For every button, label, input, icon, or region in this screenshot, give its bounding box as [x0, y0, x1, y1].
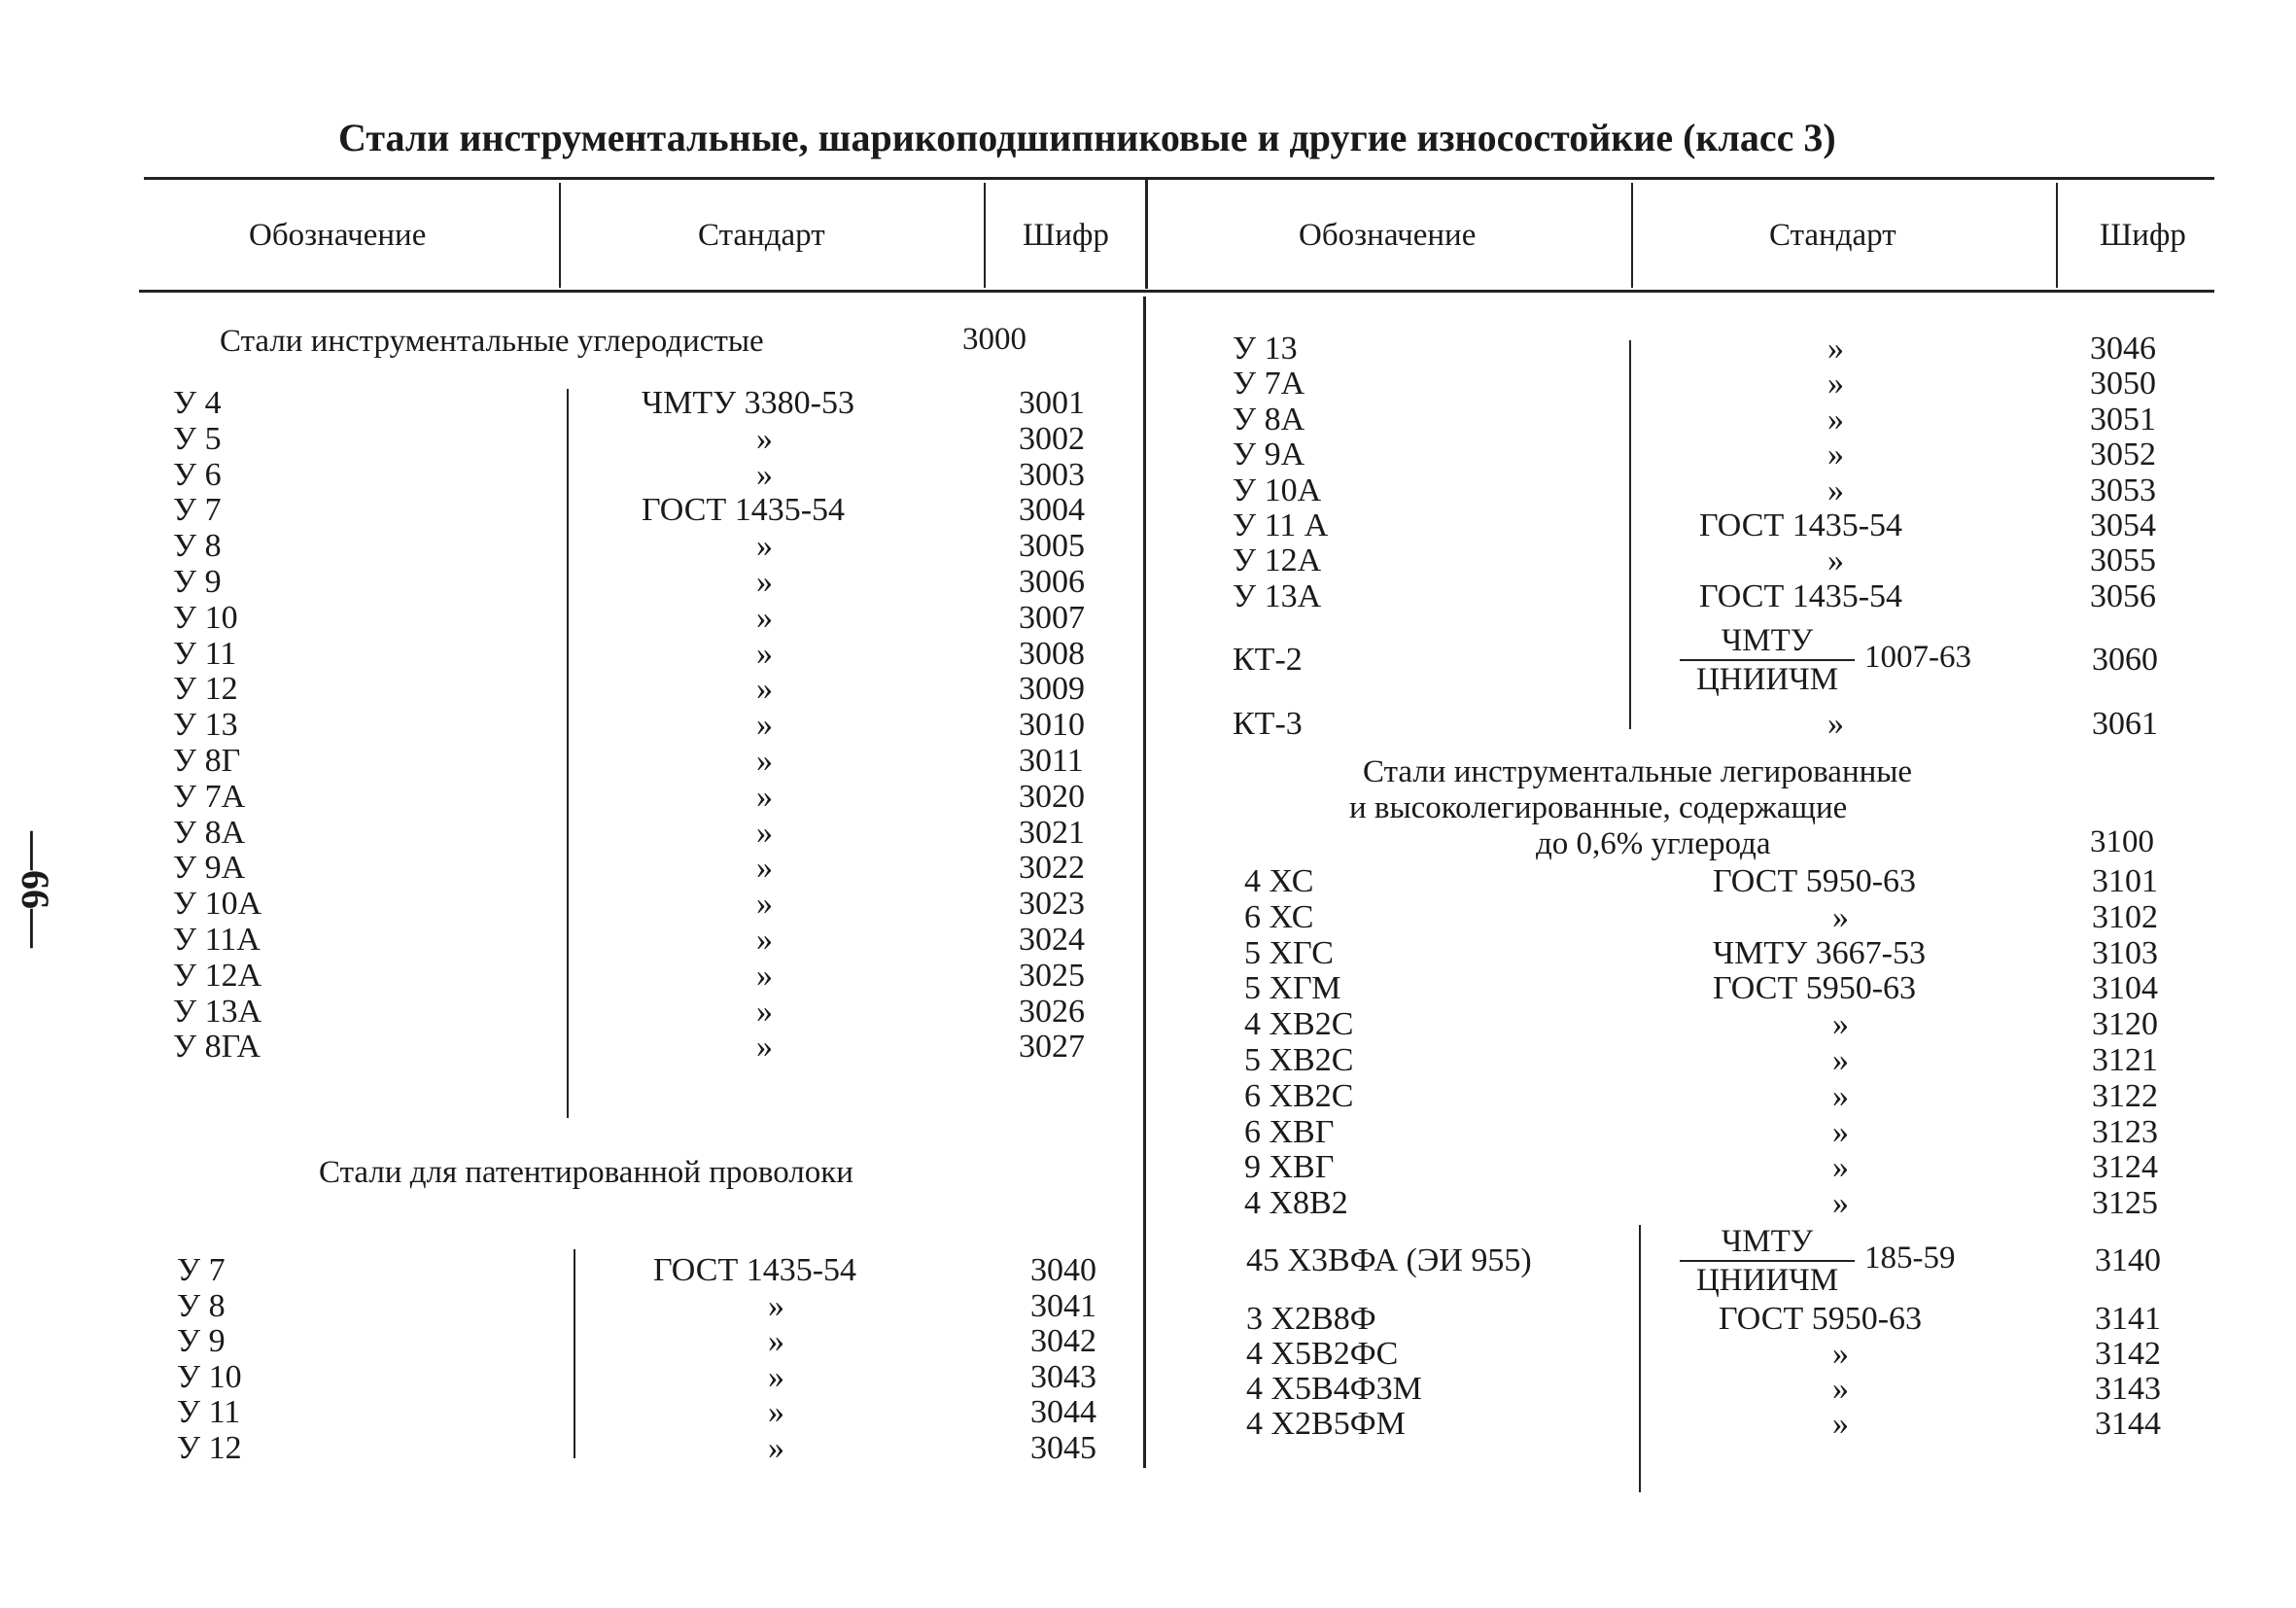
designation-cell: 4 Х5В4Ф3М: [1246, 1371, 1422, 1407]
code-cell: 3061: [2092, 706, 2158, 742]
standard-cell: »: [768, 1358, 784, 1395]
designation-cell: 6 ХВ2С: [1244, 1077, 1354, 1114]
designation-cell: 4 Х5В2ФС: [1246, 1336, 1399, 1372]
fraction-denominator: ЦНИИЧМ: [1695, 662, 1839, 697]
standard-cell: ГОСТ 1435-54: [642, 492, 846, 529]
fraction-numerator: ЧМТУ: [1721, 1224, 1814, 1259]
standard-cell: »: [756, 671, 773, 708]
standard-cell: ЧМТУ 3667-53: [1713, 934, 1926, 971]
code-cell: 3125: [2092, 1185, 2158, 1222]
standard-fraction: [1680, 622, 1855, 698]
table-row: [0, 507, 2296, 543]
code-cell: 3060: [2092, 642, 2158, 678]
standard-cell: »: [756, 564, 773, 600]
table-row: [0, 935, 2296, 971]
standard-cell: »: [756, 420, 773, 457]
designation-cell: 4 ХВ2С: [1244, 1006, 1354, 1043]
section-title-line: Стали инструментальные легированные: [1363, 754, 1913, 789]
code-cell: 3054: [2090, 507, 2156, 543]
designation-cell: У 7А: [173, 778, 246, 815]
designation-cell: У 8ГА: [173, 1029, 261, 1066]
table-row: [0, 472, 2296, 508]
designation-cell: У 8Г: [173, 743, 241, 779]
col-header-designation: Обозначение: [249, 218, 427, 253]
standard-cell: »: [1827, 437, 1844, 473]
divider: [984, 183, 986, 288]
code-cell: 3025: [1019, 957, 1085, 994]
code-cell: 3122: [2092, 1077, 2158, 1114]
standard-cell: »: [1832, 898, 1849, 935]
divider: [1145, 180, 1148, 289]
code-cell: 3144: [2095, 1406, 2161, 1442]
designation-cell: У 9: [173, 564, 222, 600]
code-cell: 3050: [2090, 366, 2156, 402]
designation-cell: 4 ХС: [1244, 863, 1314, 899]
header-top-rule: [144, 177, 2214, 180]
standard-cell: ГОСТ 1435-54: [1699, 507, 1903, 543]
code-cell: 3123: [2092, 1113, 2158, 1150]
standard-cell: »: [756, 957, 773, 994]
designation-cell: У 12: [173, 671, 238, 708]
standard-cell: ГОСТ 1435-54: [1699, 577, 1903, 614]
code-cell: 3023: [1019, 886, 1085, 923]
table-row: [0, 970, 2296, 1006]
standard-fraction: [1680, 1223, 1855, 1299]
header-bottom-rule: [139, 290, 2214, 293]
divider: [559, 183, 561, 288]
code-cell: 3051: [2090, 401, 2156, 437]
table-row: [0, 1301, 2296, 1337]
standard-cell: »: [1832, 1336, 1849, 1372]
table-row: [0, 578, 2296, 614]
designation-cell: У 13А: [1233, 577, 1322, 614]
code-cell: 3103: [2092, 934, 2158, 971]
standard-cell: »: [756, 456, 773, 493]
designation-cell: 3 Х2В8Ф: [1246, 1301, 1376, 1337]
code-cell: 3121: [2092, 1042, 2158, 1078]
section-title-line: и высоколегированные, содержащие: [1349, 790, 1848, 825]
code-cell: 3120: [2092, 1006, 2158, 1043]
col-header-code: Шифр: [1023, 218, 1109, 253]
designation-cell: У 7: [177, 1252, 226, 1288]
code-cell: 3045: [1030, 1429, 1096, 1466]
code-cell: 3042: [1030, 1323, 1096, 1359]
table-row: [0, 743, 2296, 779]
standard-cell: »: [1827, 542, 1844, 579]
designation-cell: У 7: [173, 492, 222, 529]
designation-cell: КТ-2: [1233, 642, 1303, 678]
designation-cell: У 8: [177, 1287, 226, 1324]
standard-cell: »: [1832, 1149, 1849, 1186]
table-row: [0, 779, 2296, 815]
page-title: Стали инструментальные, шарикоподшипниковые и другие износостойкие (класс 3): [338, 116, 1836, 159]
code-cell: 3052: [2090, 437, 2156, 473]
code-cell: 3021: [1019, 814, 1085, 851]
designation-cell: 9 ХВГ: [1244, 1149, 1335, 1186]
designation-cell: У 6: [173, 456, 222, 493]
code-cell: 3020: [1019, 778, 1085, 815]
code-cell: 3005: [1019, 528, 1085, 565]
code-cell: 3044: [1030, 1394, 1096, 1430]
designation-cell: 45 Х3ВФА (ЭИ 955): [1246, 1242, 1532, 1278]
code-cell: 3056: [2090, 577, 2156, 614]
standard-cell: »: [756, 922, 773, 958]
table-row: [0, 1042, 2296, 1078]
section-title: Стали инструментальные углеродистые: [220, 324, 764, 359]
standard-cell: »: [768, 1429, 784, 1466]
designation-cell: 5 ХГМ: [1244, 970, 1341, 1007]
designation-cell: У 10А: [1233, 472, 1322, 508]
standard-suffix: 185-59: [1864, 1241, 1956, 1276]
standard-cell: »: [1827, 401, 1844, 437]
fraction-denominator: ЦНИИЧМ: [1695, 1263, 1839, 1298]
designation-cell: У 8А: [1233, 401, 1305, 437]
divider: [1631, 183, 1633, 288]
standard-cell: ГОСТ 5950-63: [1713, 863, 1917, 899]
page-number: —66—: [14, 831, 57, 948]
standard-cell: »: [1832, 1406, 1849, 1442]
code-cell: 3003: [1019, 456, 1085, 493]
designation-cell: 5 ХВ2С: [1244, 1042, 1354, 1078]
code-cell: 3024: [1019, 922, 1085, 958]
standard-cell: »: [756, 814, 773, 851]
standard-cell: »: [1832, 1077, 1849, 1114]
code-cell: 3041: [1030, 1287, 1096, 1324]
code-cell: 3142: [2095, 1336, 2161, 1372]
code-cell: 3104: [2092, 970, 2158, 1007]
designation-cell: У 12А: [173, 957, 262, 994]
table-row: [0, 542, 2296, 578]
designation-cell: У 9А: [1233, 437, 1305, 473]
code-cell: 3002: [1019, 420, 1085, 457]
designation-cell: 4 Х8В2: [1244, 1185, 1348, 1222]
code-cell: 3141: [2095, 1301, 2161, 1337]
code-cell: 3006: [1019, 564, 1085, 600]
standard-cell: »: [756, 1029, 773, 1066]
standard-suffix: 1007-63: [1864, 640, 1971, 675]
standard-cell: »: [1827, 331, 1844, 367]
standard-cell: »: [1827, 472, 1844, 508]
code-cell: 3040: [1030, 1252, 1096, 1288]
code-cell: 3055: [2090, 542, 2156, 579]
standard-cell: »: [756, 743, 773, 779]
standard-cell: »: [1827, 706, 1844, 742]
designation-cell: У 11 А: [1233, 507, 1329, 543]
fraction-numerator: ЧМТУ: [1721, 623, 1814, 658]
designation-cell: 6 ХС: [1244, 898, 1314, 935]
table-row: [0, 402, 2296, 437]
designation-cell: У 10А: [173, 886, 262, 923]
standard-cell: »: [1832, 1185, 1849, 1222]
code-cell: 3009: [1019, 671, 1085, 708]
designation-cell: У 8: [173, 528, 222, 565]
col-header-standard: Стандарт: [1769, 218, 1896, 253]
designation-cell: У 11А: [173, 922, 261, 958]
standard-cell: »: [1827, 366, 1844, 402]
designation-cell: У 13: [1233, 331, 1298, 367]
designation-cell: У 11: [177, 1394, 241, 1430]
standard-cell: ГОСТ 1435-54: [653, 1252, 857, 1288]
designation-cell: У 9: [177, 1323, 226, 1359]
section-code: 3100: [2090, 824, 2154, 859]
table-row: [0, 437, 2296, 472]
standard-cell: ГОСТ 5950-63: [1713, 970, 1917, 1007]
designation-cell: У 10: [177, 1358, 242, 1395]
code-cell: 3046: [2090, 331, 2156, 367]
standard-cell: »: [1832, 1113, 1849, 1150]
code-cell: 3101: [2092, 863, 2158, 899]
designation-cell: У 13: [173, 707, 238, 744]
designation-cell: У 10: [173, 599, 238, 636]
designation-cell: У 12: [177, 1429, 242, 1466]
standard-cell: »: [756, 993, 773, 1030]
table-row: [0, 1371, 2296, 1407]
col-header-standard: Стандарт: [698, 218, 825, 253]
table-row: [0, 366, 2296, 402]
standard-cell: »: [756, 528, 773, 565]
standard-cell: »: [768, 1323, 784, 1359]
divider: [2056, 183, 2058, 288]
table-row: [0, 815, 2296, 851]
code-cell: 3043: [1030, 1358, 1096, 1395]
standard-cell: »: [756, 635, 773, 672]
standard-cell: ЧМТУ 3380-53: [642, 385, 854, 421]
table-row: [0, 1406, 2296, 1442]
table-row: [0, 1114, 2296, 1150]
code-cell: 3140: [2095, 1242, 2161, 1278]
code-cell: 3008: [1019, 635, 1085, 672]
designation-cell: У 4: [173, 385, 222, 421]
standard-cell: »: [756, 707, 773, 744]
designation-cell: КТ-3: [1233, 706, 1303, 742]
standard-cell: »: [756, 886, 773, 923]
col-header-code: Шифр: [2100, 218, 2186, 253]
standard-cell: »: [756, 778, 773, 815]
standard-cell: »: [1832, 1042, 1849, 1078]
section-code: 3000: [962, 322, 1026, 357]
designation-cell: У 9А: [173, 850, 246, 887]
code-cell: 3124: [2092, 1149, 2158, 1186]
code-cell: 3011: [1019, 743, 1084, 779]
designation-cell: У 13А: [173, 993, 262, 1030]
designation-cell: 5 ХГС: [1244, 934, 1334, 971]
section-title: Стали для патентированной проволоки: [319, 1155, 853, 1190]
code-cell: 3143: [2095, 1371, 2161, 1407]
table-row: [0, 331, 2296, 367]
designation-cell: У 11: [173, 635, 237, 672]
table-row: [0, 706, 2296, 742]
table-row: [0, 899, 2296, 935]
code-cell: 3010: [1019, 707, 1085, 744]
designation-cell: У 5: [173, 420, 222, 457]
table-row: [0, 863, 2296, 899]
table-row: [0, 1149, 2296, 1185]
designation-cell: У 12А: [1233, 542, 1322, 579]
code-cell: 3102: [2092, 898, 2158, 935]
col-header-designation: Обозначение: [1299, 218, 1477, 253]
table-row: [0, 1336, 2296, 1372]
designation-cell: У 7А: [1233, 366, 1305, 402]
designation-cell: 4 Х2В5ФМ: [1246, 1406, 1406, 1442]
code-cell: 3001: [1019, 385, 1085, 421]
code-cell: 3053: [2090, 472, 2156, 508]
code-cell: 3022: [1019, 850, 1085, 887]
standard-cell: »: [768, 1287, 784, 1324]
code-cell: 3004: [1019, 492, 1085, 529]
standard-cell: »: [1832, 1006, 1849, 1043]
section-title-line: до 0,6% углерода: [1536, 826, 1771, 861]
table-row: [0, 1185, 2296, 1221]
table-row: [0, 1078, 2296, 1114]
code-cell: 3007: [1019, 599, 1085, 636]
standard-cell: »: [756, 599, 773, 636]
standard-cell: »: [756, 850, 773, 887]
code-cell: 3027: [1019, 1029, 1085, 1066]
code-cell: 3026: [1019, 993, 1085, 1030]
designation-cell: У 8А: [173, 814, 246, 851]
standard-cell: »: [1832, 1371, 1849, 1407]
standard-cell: »: [768, 1394, 784, 1430]
table-row: [0, 1006, 2296, 1042]
standard-cell: ГОСТ 5950-63: [1719, 1301, 1923, 1337]
designation-cell: 6 ХВГ: [1244, 1113, 1335, 1150]
